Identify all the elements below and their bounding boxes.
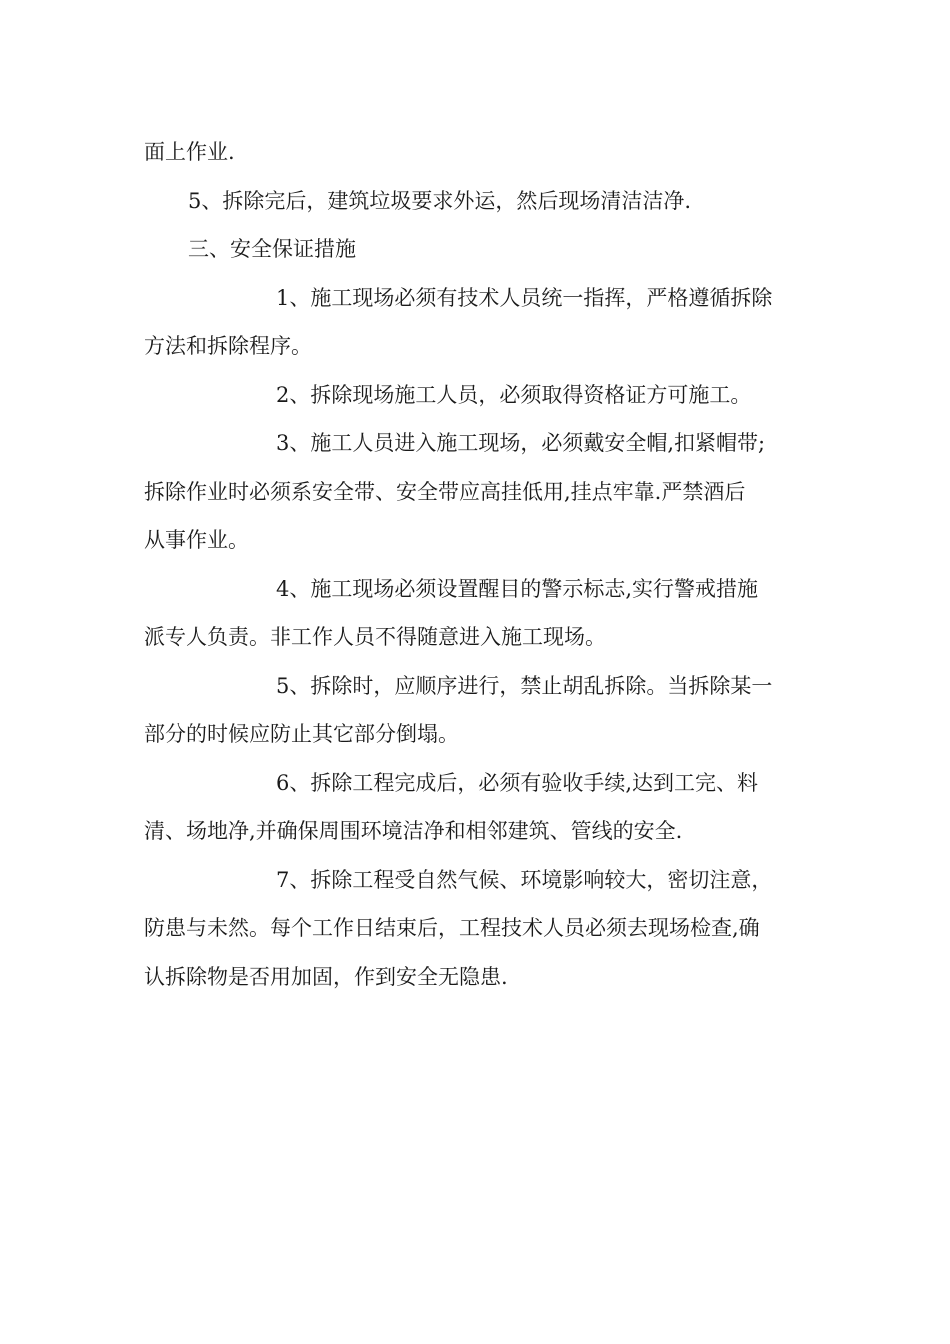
text-line: 派专人负责。非工作人员不得随意进入施工现场。 — [144, 625, 606, 649]
text-line: 7、拆除工程受自然气候、环境影响较大，密切注意， — [276, 867, 773, 892]
text-line: 认拆除物是否用加固，作到安全无隐患. — [144, 964, 508, 989]
text-line: 部分的时候应防止其它部分倒塌。 — [144, 722, 459, 746]
text-line: 从事作业。 — [144, 528, 249, 552]
text-line: 3、施工人员进入施工现场，必须戴安全帽,扣紧帽带; — [276, 431, 766, 455]
text-line: 4、施工现场必须设置醒目的警示标志,实行警戒措施 — [276, 576, 759, 601]
text-line: 方法和拆除程序。 — [144, 334, 312, 358]
text-line: 清、场地净,并确保周围环境洁净和相邻建筑、管线的安全. — [144, 819, 683, 843]
document-body — [144, 128, 814, 1001]
text-line: 面上作业. — [144, 140, 235, 164]
text-line: 防患与未然。每个工作日结束后，工程技术人员必须去现场检查,确 — [144, 916, 760, 940]
text-line: 2、拆除现场施工人员，必须取得资格证方可施工。 — [276, 382, 752, 407]
text-line: 5、拆除完后，建筑垃圾要求外运，然后现场清洁洁净. — [188, 188, 692, 213]
text-line: 5、拆除时，应顺序进行，禁止胡乱拆除。当拆除某一 — [276, 673, 773, 698]
text-line: 1、施工现场必须有技术人员统一指挥，严格遵循拆除 — [276, 285, 773, 310]
section-heading: 三、安全保证措施 — [188, 237, 356, 261]
text-line: 6、拆除工程完成后，必须有验收手续,达到工完、料 — [276, 770, 759, 795]
text-line: 拆除作业时必须系安全带、安全带应高挂低用,挂点牢靠.严禁酒后 — [144, 479, 746, 504]
